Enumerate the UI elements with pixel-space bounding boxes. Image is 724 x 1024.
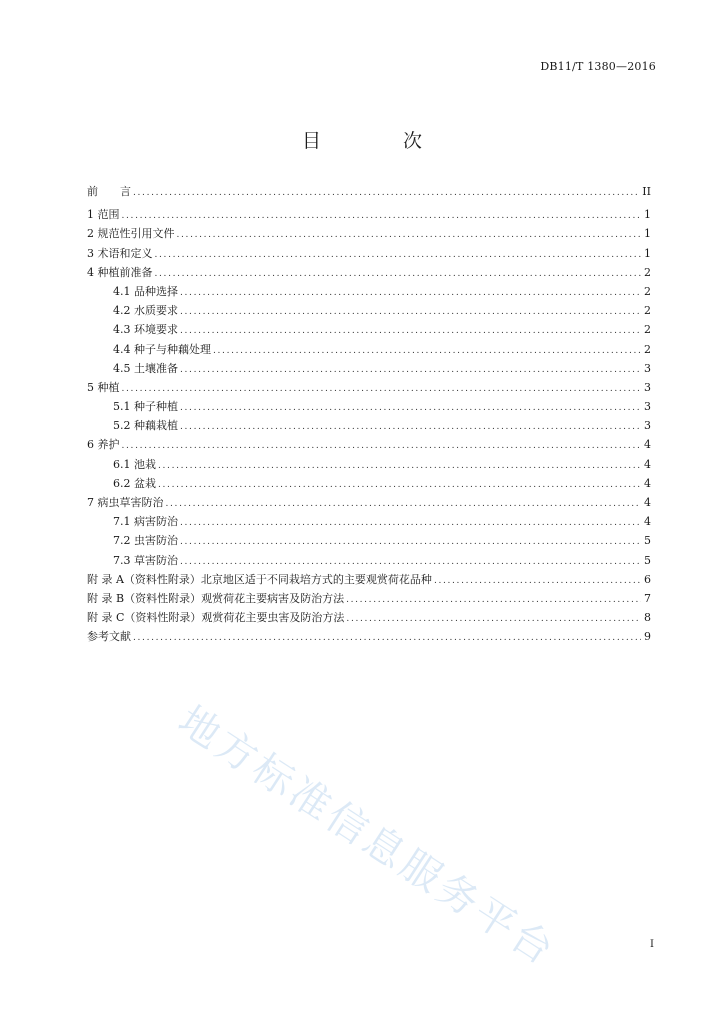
toc-dot-leader bbox=[180, 301, 641, 322]
toc-entry-page: 1 bbox=[644, 227, 651, 241]
toc-entry[interactable] bbox=[87, 627, 651, 646]
toc-dot-leader bbox=[166, 493, 642, 514]
toc-entry[interactable] bbox=[87, 435, 651, 454]
toc-dot-leader bbox=[180, 359, 641, 380]
toc-entry[interactable] bbox=[87, 416, 651, 435]
toc-entry-label: 2 规范性引用文件 bbox=[87, 227, 175, 241]
toc-entry-label: 4.1 品种选择 bbox=[113, 284, 178, 298]
toc-entry-label: 4 种植前准备 bbox=[87, 265, 153, 279]
toc-entry-label: 7.3 草害防治 bbox=[113, 553, 178, 567]
toc-dot-leader bbox=[158, 455, 641, 476]
toc-entry-label: 6.1 池栽 bbox=[113, 457, 156, 471]
toc-dot-leader bbox=[213, 340, 641, 361]
toc-dot-leader bbox=[122, 435, 642, 456]
toc-entry-page: II bbox=[642, 185, 651, 198]
toc-dot-leader bbox=[434, 570, 641, 591]
toc-entry-label: 附 录 B（资料性附录）观赏荷花主要病害及防治方法 bbox=[87, 591, 345, 605]
toc-entry[interactable] bbox=[87, 340, 651, 359]
page-number: I bbox=[650, 939, 654, 950]
toc-dot-leader bbox=[346, 608, 641, 629]
toc-entry-label: 5.2 种藕栽植 bbox=[113, 419, 178, 433]
toc-entry[interactable] bbox=[87, 531, 651, 550]
toc-entry-label: 4.2 水质要求 bbox=[113, 304, 178, 318]
toc-entry-label: 4.3 环境要求 bbox=[113, 323, 178, 337]
toc-entry[interactable] bbox=[87, 282, 651, 301]
toc-entry-page: 3 bbox=[644, 361, 651, 375]
toc-entry[interactable] bbox=[87, 608, 651, 627]
toc-entry[interactable] bbox=[87, 182, 651, 201]
toc-entry-label: 7.2 虫害防治 bbox=[113, 534, 178, 548]
toc-entry-page: 2 bbox=[644, 323, 651, 337]
toc-entry[interactable] bbox=[87, 397, 651, 416]
toc-entry-page: 1 bbox=[644, 246, 651, 260]
toc-entry-page: 8 bbox=[644, 611, 651, 625]
toc-dot-leader bbox=[180, 531, 641, 552]
toc-dot-leader bbox=[180, 320, 641, 341]
toc-entry-page: 4 bbox=[644, 515, 651, 529]
toc-entry[interactable] bbox=[87, 359, 651, 378]
toc-dot-leader bbox=[180, 512, 641, 533]
toc-entry-page: 2 bbox=[644, 265, 651, 279]
toc-entry-page: 4 bbox=[644, 438, 651, 452]
toc-entry[interactable] bbox=[87, 455, 651, 474]
toc-entry-page: 5 bbox=[644, 553, 651, 567]
toc-entry-label: 参考文献 bbox=[87, 630, 131, 644]
toc-entry[interactable] bbox=[87, 570, 651, 589]
toc-entry[interactable] bbox=[87, 244, 651, 263]
toc-entry[interactable] bbox=[87, 263, 651, 282]
toc-dot-leader bbox=[122, 205, 642, 226]
toc-entry-label: 1 范围 bbox=[87, 208, 120, 222]
toc-entry[interactable] bbox=[87, 205, 651, 224]
toc-dot-leader bbox=[177, 224, 642, 245]
toc-entry-page: 4 bbox=[644, 476, 651, 490]
toc-entry[interactable] bbox=[87, 224, 651, 243]
toc-dot-leader bbox=[346, 589, 641, 610]
toc-entry[interactable] bbox=[87, 512, 651, 531]
toc-dot-leader bbox=[180, 416, 641, 437]
toc-entry-label: 6.2 盆栽 bbox=[113, 476, 156, 490]
toc-entry-label: 附 录 C（资料性附录）观赏荷花主要虫害及防治方法 bbox=[87, 611, 345, 625]
toc-entry-page: 3 bbox=[644, 419, 651, 433]
toc-entry-page: 2 bbox=[644, 304, 651, 318]
toc-dot-leader bbox=[158, 474, 641, 495]
toc-title: 目 次 bbox=[301, 130, 461, 152]
table-of-contents bbox=[87, 182, 651, 647]
toc-entry-label: 5.1 种子种植 bbox=[113, 400, 178, 414]
toc-dot-leader bbox=[133, 627, 641, 648]
toc-entry-label: 7.1 病害防治 bbox=[113, 515, 178, 529]
toc-entry-page: 9 bbox=[644, 630, 651, 644]
toc-entry-label: 前 言 bbox=[87, 185, 131, 198]
toc-entry[interactable] bbox=[87, 589, 651, 608]
toc-dot-leader bbox=[155, 244, 642, 265]
toc-entry-label: 3 术语和定义 bbox=[87, 246, 153, 260]
toc-entry-page: 5 bbox=[644, 534, 651, 548]
toc-entry-page: 4 bbox=[644, 457, 651, 471]
toc-entry-page: 1 bbox=[644, 208, 651, 222]
watermark: 地方标准信息服务平台 bbox=[170, 697, 565, 976]
toc-dot-leader bbox=[180, 282, 641, 303]
toc-entry-label: 6 养护 bbox=[87, 438, 120, 452]
toc-dot-leader bbox=[155, 263, 642, 284]
toc-entry[interactable] bbox=[87, 378, 651, 397]
toc-entry[interactable] bbox=[87, 493, 651, 512]
toc-entry-page: 4 bbox=[644, 496, 651, 509]
toc-dot-leader bbox=[122, 378, 642, 399]
toc-dot-leader bbox=[180, 551, 641, 572]
toc-entry-page: 6 bbox=[644, 572, 651, 586]
toc-entry-page: 2 bbox=[644, 284, 651, 298]
toc-entry-label: 7 病虫草害防治 bbox=[87, 496, 164, 509]
toc-entry-page: 3 bbox=[644, 400, 651, 414]
toc-entry[interactable] bbox=[87, 320, 651, 339]
toc-entry-label: 5 种植 bbox=[87, 380, 120, 394]
toc-entry[interactable] bbox=[87, 474, 651, 493]
toc-entry[interactable] bbox=[87, 301, 651, 320]
toc-entry[interactable] bbox=[87, 551, 651, 570]
toc-entry-label: 4.5 土壤准备 bbox=[113, 361, 178, 375]
toc-entry-page: 3 bbox=[644, 380, 651, 394]
document-code: DB11/T 1380—2016 bbox=[540, 60, 656, 73]
toc-dot-leader bbox=[133, 182, 640, 203]
toc-entry-page: 2 bbox=[644, 342, 651, 356]
toc-dot-leader bbox=[180, 397, 641, 418]
toc-entry-label: 4.4 种子与种藕处理 bbox=[113, 342, 211, 356]
toc-entry-label: 附 录 A（资料性附录）北京地区适于不同栽培方式的主要观赏荷花品种 bbox=[87, 572, 432, 586]
toc-entry-page: 7 bbox=[644, 591, 651, 605]
